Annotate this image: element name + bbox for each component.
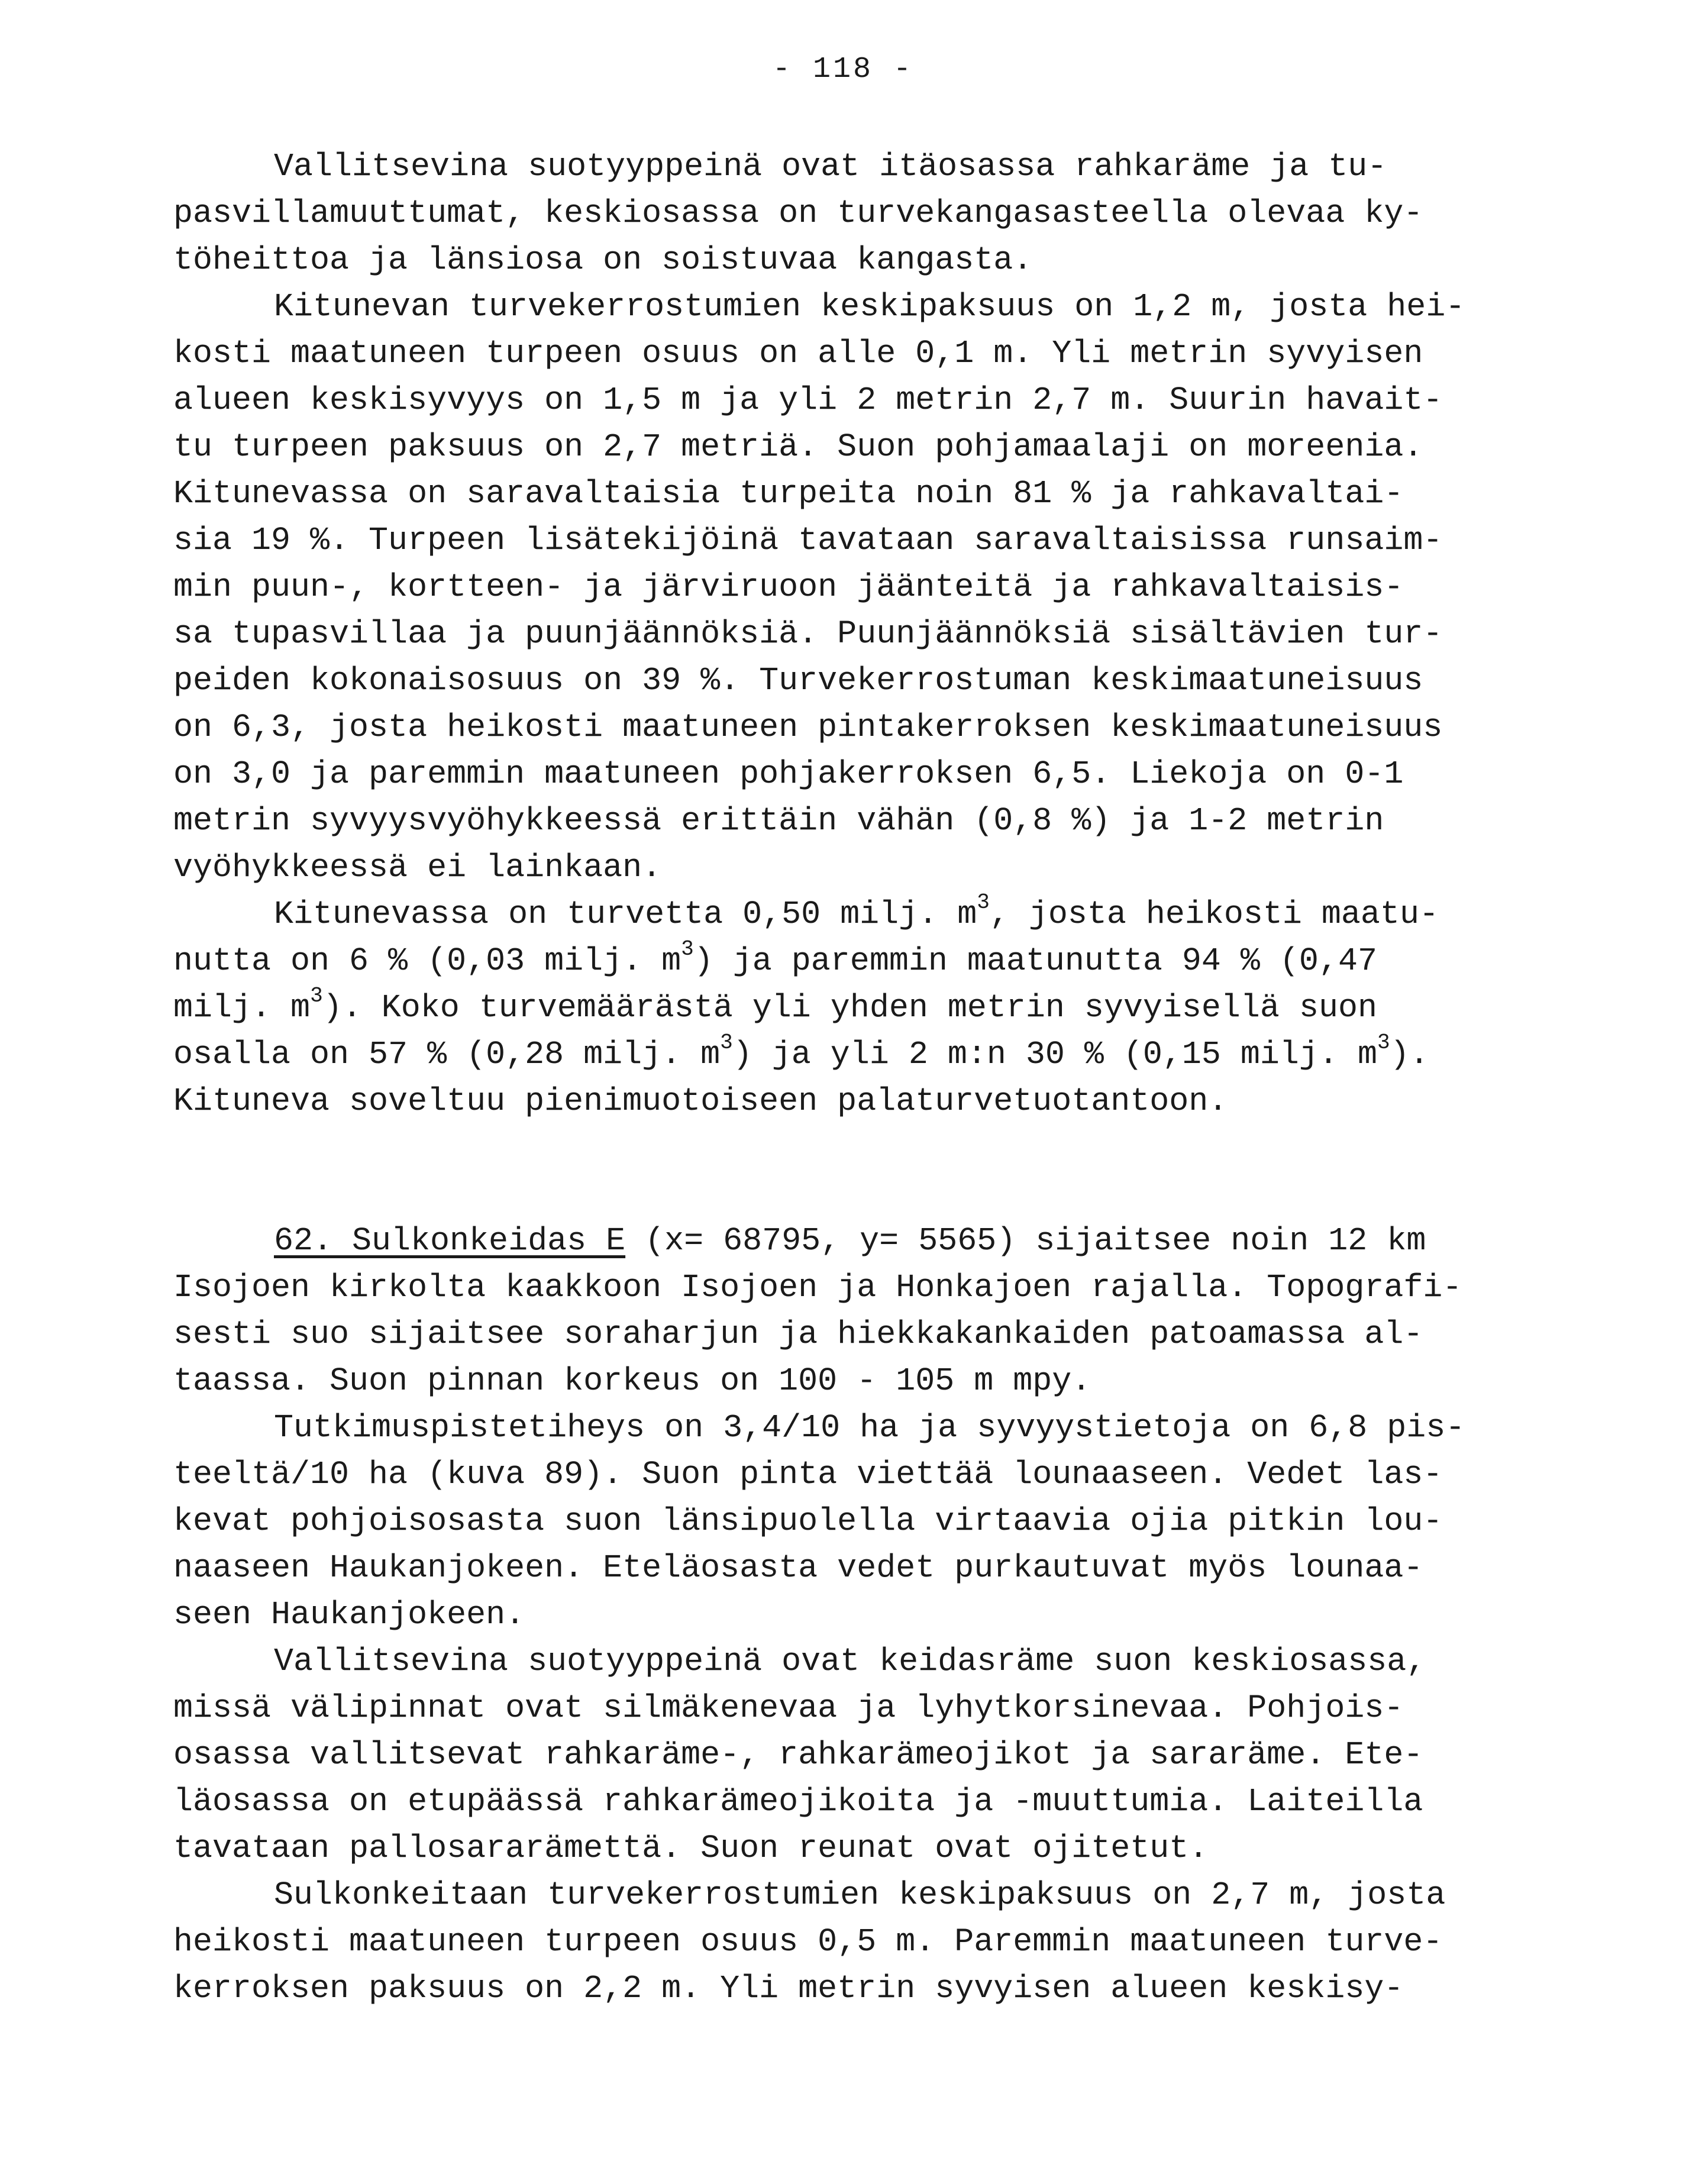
text-line: alueen keskisyvyys on 1,5 m ja yli 2 metrin 2,7 m. Suurin havait-: [173, 382, 1443, 419]
text-line: taassa. Suon pinnan korkeus on 100 - 105 m mpy.: [173, 1362, 1091, 1400]
text-line: sia 19 %. Turpeen lisätekijöinä tavataan saravaltaisissa runsaim-: [173, 522, 1443, 559]
text-line: Vallitsevina suotyyppeinä ovat keidasräme suon keskiosassa,: [274, 1643, 1426, 1680]
text-line: tavataan pallosararämettä. Suon reunat ovat ojitetut.: [173, 1830, 1209, 1867]
text-line: sa tupasvillaa ja puunjäännöksiä. Puunjäännöksiä sisältävien tur-: [173, 615, 1443, 652]
text-line: Kitunevan turvekerrostumien keskipaksuus on 1,2 m, josta hei-: [274, 288, 1465, 325]
section-heading: 62. Sulkonkeidas E: [274, 1222, 626, 1259]
text-line: Vallitsevina suotyyppeinä ovat itäosassa rahkaräme ja tu-: [274, 148, 1387, 185]
text-line-sup: osalla on 57 % (0,28 milj. $m^3$) ja yli 2 m:n 30 % (0,15 milj. $m^3$).: [173, 1030, 1429, 1073]
text-line: osassa vallitsevat rahkaräme-, rahkarämeojikot ja sararäme. Ete-: [173, 1736, 1423, 1773]
text-line: kosti maatuneen turpeen osuus on alle 0,1 m. Yli metrin syvyisen: [173, 335, 1423, 372]
text-line: naaseen Haukanjokeen. Eteläosasta vedet purkautuvat myös lounaa-: [173, 1549, 1423, 1587]
text-line-sup: milj. $m^3$). Koko turvemäärästä yli yhden metrin syvyisellä suon: [173, 983, 1377, 1026]
text-line: metrin syvyysvyöhykkeessä erittäin vähän (0,8 %) ja 1-2 metrin: [173, 802, 1384, 839]
superscript-three: 3: [310, 983, 323, 1008]
text-line: peiden kokonaisosuus on 39 %. Turvekerrostuman keskimaatuneisuus: [173, 662, 1423, 699]
text-line: Tutkimuspistetiheys on 3,4/10 ha ja syvyystietoja on 6,8 pis-: [274, 1409, 1465, 1446]
superscript-three: 3: [720, 1030, 733, 1055]
text-line-sup: nutta on 6 % (0,03 milj. $m^3$) ja paremmin maatunutta 94 % (0,47: [173, 936, 1377, 980]
text-line: min puun-, kortteen- ja järviruoon jäänteitä ja rahkavaltaisis-: [173, 568, 1404, 606]
text-line-sup: Kitunevassa on turvetta 0,50 milj. $m^3$, josta heikosti maatu-: [274, 890, 1439, 933]
text-line: tu turpeen paksuus on 2,7 metriä. Suon pohjamaalaji on moreenia.: [173, 428, 1423, 466]
text-line: Kitunevassa on saravaltaisia turpeita noin 81 % ja rahkavaltai-: [173, 475, 1404, 512]
text-line: (x= 68795, y= 5565) sijaitsee noin 12 km: [625, 1222, 1426, 1259]
page-number: - 118 -: [772, 53, 914, 86]
text-line: on 3,0 ja paremmin maatuneen pohjakerroksen 6,5. Liekoja on 0-1: [173, 755, 1404, 793]
text-line: sesti suo sijaitsee soraharjun ja hiekkakankaiden patoamassa al-: [173, 1316, 1423, 1353]
text-line: missä välipinnat ovat silmäkenevaa ja lyhytkorsinevaa. Pohjois-: [173, 1689, 1404, 1727]
superscript-three: 3: [681, 936, 694, 961]
text-line: heikosti maatuneen turpeen osuus 0,5 m. Paremmin maatuneen turve-: [173, 1923, 1443, 1960]
text-line: Kituneva soveltuu pienimuotoiseen palaturvetuotantoon.: [173, 1083, 1228, 1120]
text-line: on 6,3, josta heikosti maatuneen pintakerroksen keskimaatuneisuus: [173, 709, 1443, 746]
text-line: pasvillamuuttumat, keskiosassa on turvekangasasteella olevaa ky-: [173, 195, 1423, 232]
superscript-three: 3: [1377, 1030, 1390, 1055]
text-line: vyöhykkeessä ei lainkaan.: [173, 849, 662, 886]
text-line: Isojoen kirkolta kaakkoon Isojoen ja Honkajoen rajalla. Topografi-: [173, 1269, 1462, 1306]
superscript-three: 3: [977, 890, 990, 915]
text-line: teeltä/10 ha (kuva 89). Suon pinta viettää lounaaseen. Vedet las-: [173, 1456, 1443, 1493]
text-line: läosassa on etupäässä rahkarämeojikoita ja -muuttumia. Laiteilla: [173, 1783, 1423, 1820]
text-line: kerroksen paksuus on 2,2 m. Yli metrin syvyisen alueen keskisy-: [173, 1970, 1404, 2007]
text-line: seen Haukanjokeen.: [173, 1596, 525, 1633]
text-line: kevat pohjoisosasta suon länsipuolella virtaavia ojia pitkin lou-: [173, 1503, 1443, 1540]
text-line: töheittoa ja länsiosa on soistuvaa kangasta.: [173, 241, 1033, 279]
section-heading-line: [274, 1217, 1426, 1265]
text-line: Sulkonkeitaan turvekerrostumien keskipaksuus on 2,7 m, josta: [274, 1876, 1446, 1914]
